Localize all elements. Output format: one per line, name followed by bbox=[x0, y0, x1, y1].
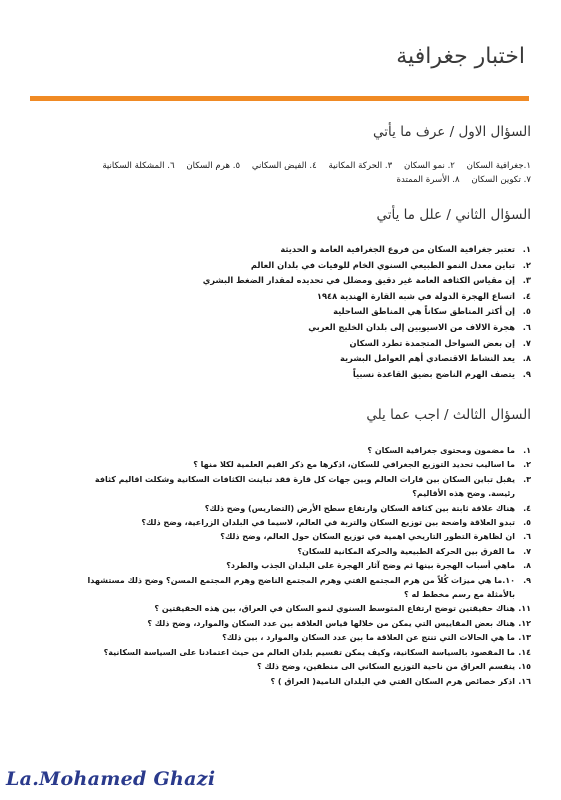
term-item: ٦. المشكلة السكانية bbox=[102, 161, 175, 171]
list-item bbox=[31, 242, 561, 258]
list-item bbox=[31, 320, 561, 336]
item-text: تبدو العلاقة واضحة بين توزيع السكان والتربة في العالم، لاسيما في البلدان الزراعية، وضح ذلك؟ bbox=[141, 518, 515, 528]
item-number: ٣. bbox=[523, 474, 531, 484]
list-item bbox=[31, 444, 561, 458]
list-item bbox=[31, 304, 561, 320]
list-item bbox=[31, 516, 561, 530]
item-number: ٤. bbox=[523, 503, 531, 513]
list-item bbox=[31, 559, 561, 573]
item-text: هجرة الالاف من الاسيويين إلى بلدان الخليج العربي bbox=[308, 321, 515, 332]
item-text: تباين معدل النمو الطبيعي السنوي الخام للوفيات في بلدان العالم bbox=[250, 259, 515, 270]
question-1-heading: السؤال الاول / عرف ما يأتي bbox=[373, 124, 531, 140]
list-item bbox=[31, 336, 561, 352]
item-number: ٥. bbox=[523, 518, 531, 528]
item-text: ينقسم العراق من ناحية التوزيع السكاني الى منطقين، وضح ذلك ؟ bbox=[257, 662, 515, 672]
list-item bbox=[31, 458, 561, 472]
item-text: ان لظاهرة التطور التاريخي اهمية في توزيع السكان حول العالم، وضح ذلك؟ bbox=[220, 532, 515, 542]
list-item bbox=[31, 574, 561, 603]
item-text: هناك حقيقتين توضح ارتفاع المتوسط السنوي لنمو السكان في العراق، بين هذه الحقيقتين ؟ bbox=[154, 604, 515, 614]
item-number: ٧. bbox=[522, 337, 531, 348]
question-1-terms bbox=[26, 159, 531, 187]
item-number: ١٢. bbox=[518, 618, 531, 628]
item-number: ٩. bbox=[523, 575, 531, 585]
item-text: هناك بعض المقاييس التي يمكن من خلالها قياس العلاقة بين عدد السكان والموارد، وضح ذلك ؟ bbox=[147, 618, 515, 628]
item-text: اتساع الهجرة الدولة في شبه القارة الهندية ١٩٤٨ bbox=[316, 290, 515, 301]
list-item bbox=[31, 602, 561, 616]
list-item bbox=[31, 273, 561, 289]
item-text: تعتبر جغرافية السكان من فروع الجغرافية العامة و الحديثة bbox=[280, 244, 515, 254]
list-item bbox=[31, 289, 561, 305]
term-item: ٢. نمو السكان bbox=[403, 161, 455, 171]
item-number: ١٦. bbox=[518, 676, 531, 686]
author-signature: La.Mohamed Ghazi bbox=[6, 768, 216, 790]
term-item: ٧. تكوين السكان bbox=[471, 175, 531, 185]
list-item bbox=[31, 530, 561, 544]
item-text: إن مقياس الكثافة العامة غير دقيق ومضلل في تحديده لمقدار الضغط البشري bbox=[202, 275, 515, 286]
item-text: يقبل تباين السكان بين قارات العالم وبين جهات كل قارة فقد تباينت الكثافات السكانية وشكلت اقاليم كثافة رئيسة. وضح هذه الأقاليم؟ bbox=[94, 474, 515, 499]
item-text: ما اساليب تحديد التوزيع الجغرافي للسكان، اذكرها مع ذكر القيم العلمية لكلا منها ؟ bbox=[193, 460, 515, 470]
item-text: ما الفرق بين الحركة الطبيعية والحركة المكانية للسكان؟ bbox=[297, 546, 515, 556]
page-title: اختبار جغرافية bbox=[396, 44, 525, 69]
term-item: ٥. هرم السكان bbox=[186, 161, 241, 171]
list-item bbox=[31, 631, 561, 645]
item-text: يتصف الهرم الناضج بضيق القاعدة نسبياً bbox=[352, 368, 515, 379]
item-number: ١١. bbox=[518, 604, 531, 614]
list-item bbox=[31, 660, 561, 674]
item-number: ١. bbox=[523, 446, 531, 455]
item-text: ما هي الحالات التي تنتج عن العلاقة ما بين عدد السكان والموارد ، بين ذلك؟ bbox=[222, 633, 515, 643]
list-item bbox=[31, 351, 561, 367]
item-text: إن أكثر المناطق سكاناً هي المناطق الساحلية bbox=[333, 306, 515, 317]
item-number: ٥. bbox=[522, 306, 531, 317]
term-item: ٨. الأسرة الممتدة bbox=[396, 175, 460, 185]
question-3-heading: السؤال الثالث / اجب عما يلي bbox=[366, 407, 531, 423]
question-2-heading: السؤال الثاني / علل ما يأتي bbox=[376, 207, 531, 223]
list-item bbox=[31, 675, 561, 689]
list-item bbox=[31, 473, 561, 502]
item-number: ٩. bbox=[522, 368, 531, 379]
term-item: ١.جغرافية السكان bbox=[466, 161, 531, 171]
list-item bbox=[31, 258, 561, 274]
item-number: ٦. bbox=[523, 532, 531, 542]
list-item bbox=[31, 367, 561, 383]
term-item: ٣. الحركة المكانية bbox=[328, 161, 393, 171]
item-number: ١. bbox=[522, 244, 531, 254]
item-number: ٨. bbox=[522, 353, 531, 364]
item-text: ١٠.ما هي ميزات كُلاً من هرم المجتمع الفتي وهرم المجتمع الناضج وهرم المجتمع المسن؟ وضح ذلك مستشهدا بالأمثلة مع رسم مخطط له ؟ bbox=[87, 575, 515, 600]
item-number: ٤. bbox=[522, 290, 531, 301]
item-number: ٢. bbox=[523, 460, 531, 470]
orange-divider bbox=[30, 96, 529, 101]
item-number: ١٣. bbox=[518, 633, 531, 643]
list-item bbox=[31, 646, 561, 660]
item-text: يعد النشاط الاقتصادي أهم العوامل البشرية bbox=[340, 353, 515, 364]
list-item bbox=[31, 502, 561, 516]
item-number: ٦. bbox=[522, 321, 531, 332]
item-text: ما المقصود بالسياسة السكانية، وكيف يمكن تقسيم بلدان العالم من حيث اعتمادنا على السياسة السكانية؟ bbox=[103, 647, 515, 657]
list-item bbox=[31, 545, 561, 559]
item-number: ١٤. bbox=[518, 647, 531, 657]
item-text: هناك علاقة ثابتة بين كثافة السكان وارتفاع سطح الأرض (التضاريس) وضح ذلك؟ bbox=[204, 503, 515, 513]
item-text: ما مضمون ومحتوى جغرافية السكان ؟ bbox=[367, 446, 515, 455]
item-text: اذكر خصائص هرم السكان الفتي في البلدان النامية( العراق ) ؟ bbox=[270, 676, 515, 686]
item-number: ١٥. bbox=[518, 662, 531, 672]
item-text: ماهي أسباب الهجرة بينها ثم وضح آثار الهجرة على البلدان الجذب والطرد؟ bbox=[226, 561, 515, 571]
question-2-list bbox=[31, 242, 561, 382]
item-number: ٧. bbox=[523, 546, 531, 556]
item-number: ٣. bbox=[522, 275, 531, 286]
item-number: ٢. bbox=[522, 259, 531, 270]
term-item: ٤. الفيض السكاني bbox=[251, 161, 317, 171]
question-3-list bbox=[31, 444, 561, 689]
item-text: إن بعض السواحل المتجمدة تطرد السكان bbox=[349, 337, 515, 348]
item-number: ٨. bbox=[523, 561, 531, 571]
list-item bbox=[31, 617, 561, 631]
